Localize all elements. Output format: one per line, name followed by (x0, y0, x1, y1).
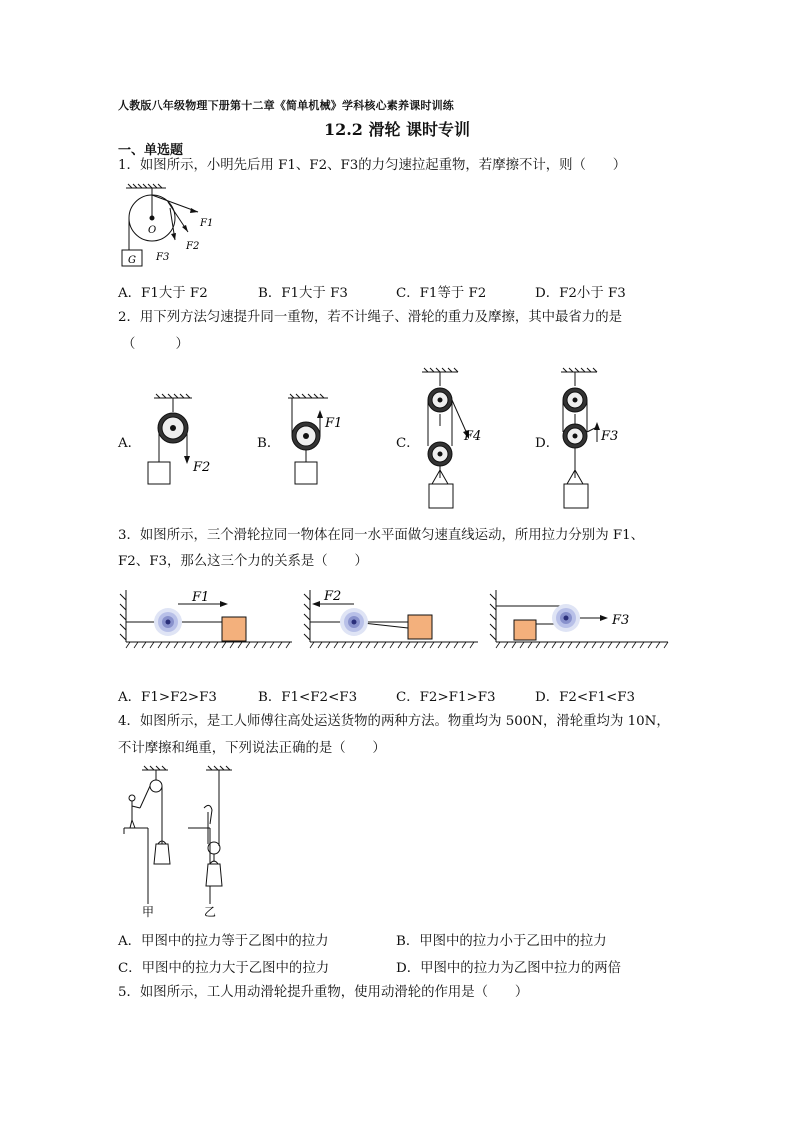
q2-figure-d (553, 366, 643, 516)
q4-figure-yi (188, 766, 232, 904)
q3-option-a: A．F1>F2>F3 (118, 690, 217, 705)
q1-option-c: C．F1等于 F2 (396, 286, 487, 301)
question-2-stem: 2．用下列方法匀速提升同一重物，若不计绳子、滑轮的重力及摩擦，其中最省力的是 (118, 310, 622, 325)
page-title: 12.2 滑轮 课时专训 (323, 120, 471, 139)
question-1-figure (118, 182, 228, 272)
question-4-figure (118, 764, 258, 920)
q2-figure-b (278, 392, 358, 490)
figure-label-yi: 乙 (204, 905, 217, 919)
force-label: F1 (325, 416, 343, 431)
force-label-f2: F2 (186, 241, 200, 252)
force-label: F4 (464, 429, 482, 444)
force-label: F1 (192, 590, 210, 605)
q2-label-b: B． (257, 436, 281, 451)
ceiling-hatch (126, 184, 166, 188)
q4-option-a: A．甲图中的拉力等于乙图中的拉力 (118, 934, 329, 949)
q3-option-b: B．F1<F2<F3 (258, 690, 358, 705)
weight-label: G (128, 255, 136, 266)
question-5-stem: 5．如图所示，工人用动滑轮提升重物，使用动滑轮的作用是（ ） (118, 985, 529, 1000)
q2-figure-c (414, 366, 504, 516)
q3-option-d: D．F2<F1<F3 (535, 690, 635, 705)
q4-figure-jia (124, 766, 170, 904)
q3-panel-1 (120, 590, 292, 648)
q1-option-d: D．F2小于 F3 (535, 286, 626, 301)
force-label: F2 (193, 460, 211, 475)
q2-figure-a (140, 392, 220, 490)
section-heading: 一、单选题 (118, 143, 184, 158)
force-label: F3 (601, 429, 619, 444)
pivot-label: O (148, 225, 157, 236)
q4-option-c: C．甲图中的拉力大于乙图中的拉力 (118, 961, 330, 976)
q4-option-b: B．甲图中的拉力小于乙田中的拉力 (396, 934, 607, 949)
force-label: F3 (612, 613, 630, 628)
force-label: F2 (324, 589, 342, 604)
document-header: 人教版八年级物理下册第十二章《简单机械》学科核心素养课时训练 (118, 99, 454, 112)
q1-option-a: A．F1大于 F2 (118, 286, 208, 301)
q2-label-a: A． (118, 436, 142, 451)
question-3-figure (118, 584, 678, 654)
question-4-stem-line-2: 不计摩擦和绳重，下列说法正确的是（ ） (118, 741, 386, 756)
question-3-stem-line-2: F2、F3，那么这三个力的关系是（ ） (118, 554, 368, 569)
q4-option-d: D．甲图中的拉力为乙图中拉力的两倍 (396, 961, 621, 976)
q1-option-b: B．F1大于 F3 (258, 286, 348, 301)
figure-label-jia: 甲 (142, 905, 155, 919)
question-1-stem: 1．如图所示，小明先后用 F1、F2、F3的力匀速拉起重物，若摩擦不计，则（ ） (118, 158, 627, 173)
question-2-paren: （ ） (122, 337, 189, 352)
q2-label-d: D． (535, 436, 560, 451)
q3-panel-3 (490, 590, 668, 648)
question-3-stem-line-1: 3．如图所示，三个滑轮拉同一物体在同一水平面做匀速直线运动，所用拉力分别为 F1、 (118, 528, 645, 543)
force-label-f1: F1 (200, 218, 214, 229)
force-label-f3: F3 (156, 252, 170, 263)
question-4-stem-line-1: 4．如图所示，是工人师傅往高处运送货物的两种方法。物重均为 500N，滑轮重均为 10N， (118, 714, 670, 729)
q3-panel-2 (304, 589, 478, 648)
q2-label-c: C． (396, 436, 420, 451)
q3-option-c: C．F2>F1>F3 (396, 690, 496, 705)
